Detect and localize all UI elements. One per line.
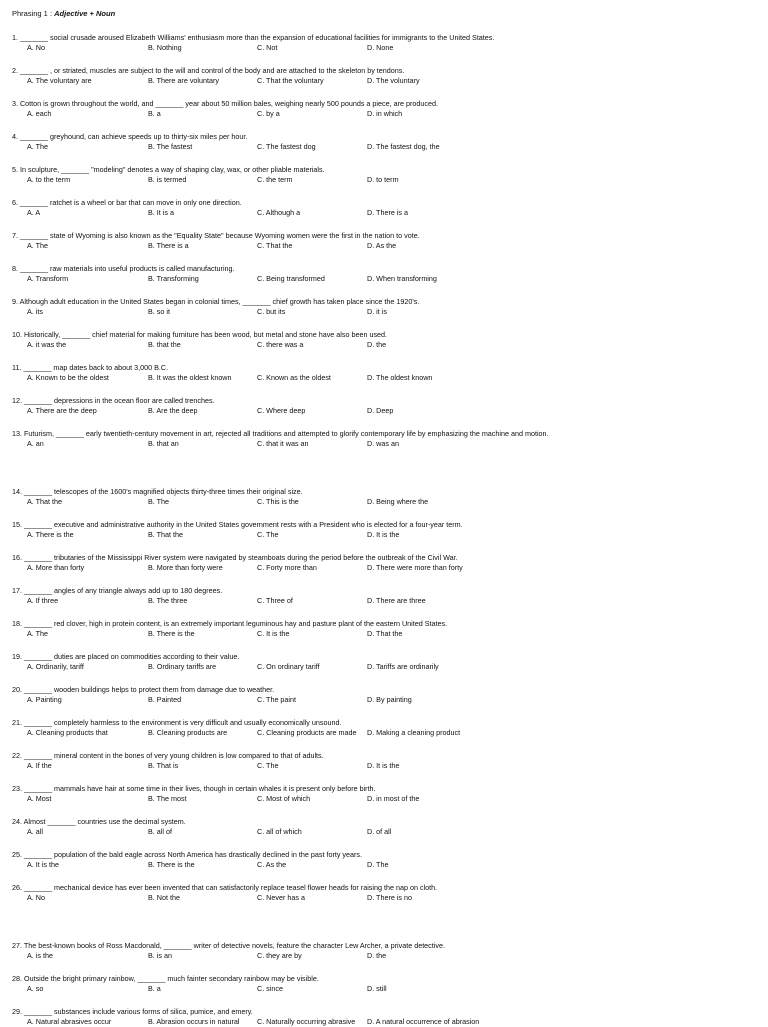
answer-option: D. the [367, 340, 387, 349]
answer-option: A. all [27, 827, 43, 836]
answer-option: B. all of [148, 827, 172, 836]
question-text: 10. Historically, _______ chief material for making furniture has been wood, but metal and stone have also been used. [12, 330, 388, 339]
answer-option: A. No [27, 43, 45, 52]
answer-option: C. Cleaning products are made [257, 728, 357, 737]
answer-option: B. There is the [148, 629, 195, 638]
question-text: 19. _______ duties are placed on commodities according to their value. [12, 652, 240, 661]
answer-option: D. The oldest known [367, 373, 433, 382]
answer-option: B. is termed [148, 175, 187, 184]
answer-option: B. Nothing [148, 43, 182, 52]
answer-option: A. Painting [27, 695, 62, 704]
answer-options [12, 109, 756, 119]
answer-option: A. More than forty [27, 563, 85, 572]
answer-option: B. There is a [148, 241, 189, 250]
answer-option: D. Making a cleaning product [367, 728, 461, 737]
question-text: 15. _______ executive and administrative authority in the United States government rests with a President who is elected for a four-year term. [12, 520, 463, 529]
answer-option: C. The [257, 530, 279, 539]
question-item [12, 99, 756, 119]
question-item [12, 941, 756, 961]
answer-option: A. to the term [27, 175, 71, 184]
question-item [12, 264, 756, 284]
answer-options [12, 373, 756, 383]
answer-option: C. Naturally occurring abrasive [257, 1017, 356, 1026]
answer-option: C. Known as the oldest [257, 373, 331, 382]
answer-option: D. it is [367, 307, 387, 316]
question-text: 23. _______ mammals have hair at some time in their lives, though in certain whales it is present only before birth. [12, 784, 376, 793]
answer-options [12, 596, 756, 606]
question-text: 7. _______ state of Wyoming is also known as the "Equality State" because Wyoming women were the first in the nation to vote. [12, 231, 420, 240]
question-item [12, 363, 756, 383]
answer-option: D. By painting [367, 695, 412, 704]
question-text: 3. Cotton is grown throughout the world, and _______ year about 50 million bales, weighing nearly 500 pounds a piece, are produced. [12, 99, 438, 108]
answer-option: D. There were more than forty [367, 563, 463, 572]
question-item [12, 974, 756, 994]
answer-option: D. of all [367, 827, 392, 836]
answer-option: C. The paint [257, 695, 297, 704]
question-item [12, 66, 756, 86]
question-text: 5. In sculpture, _______ "modeling" denotes a way of shaping clay, wax, or other pliable materials. [12, 165, 325, 174]
question-item [12, 487, 756, 507]
answer-option: D. The fastest dog, the [367, 142, 440, 151]
question-text: 12. _______ depressions in the ocean floor are called trenches. [12, 396, 215, 405]
answer-options [12, 984, 756, 994]
question-text: 17. _______ angles of any triangle always add up to 180 degrees. [12, 586, 223, 595]
question-item [12, 429, 756, 449]
question-item [12, 685, 756, 705]
answer-option: B. Not the [148, 893, 180, 902]
answer-option: C. Three of [257, 596, 293, 605]
answer-options [12, 728, 756, 738]
answer-option: B. The most [148, 794, 187, 803]
answer-option: B. The three [148, 596, 188, 605]
answer-option: C. all of which [257, 827, 302, 836]
answer-option: D. There is a [367, 208, 409, 217]
question-item [12, 330, 756, 350]
answer-option: A. Transform [27, 274, 69, 283]
answer-option: D. It is the [367, 530, 400, 539]
answer-options [12, 695, 756, 705]
question-item [12, 297, 756, 317]
answer-option: D. still [367, 984, 387, 993]
question-text: 2. _______ , or striated, muscles are subject to the will and control of the body and are attached to the skeleton by tendons. [12, 66, 405, 75]
answer-option: D. When transforming [367, 274, 437, 283]
answer-option: B. More than forty were [148, 563, 223, 572]
answer-option: B. is an [148, 951, 172, 960]
answer-option: D. The voluntary [367, 76, 420, 85]
answer-option: D. Tariffs are ordinarily [367, 662, 439, 671]
answer-options [12, 208, 756, 218]
answer-option: C. As the [257, 860, 287, 869]
answer-options [12, 951, 756, 961]
question-text: 20. _______ wooden buildings helps to protect them from damage due to weather. [12, 685, 275, 694]
answer-options [12, 497, 756, 507]
answer-options [12, 439, 756, 449]
question-item [12, 619, 756, 639]
answer-option: A. is the [27, 951, 53, 960]
question-text: 4. _______ greyhound, can achieve speeds up to thirty-six miles per hour. [12, 132, 248, 141]
answer-option: A. Known to be the oldest [27, 373, 109, 382]
question-item [12, 718, 756, 738]
answer-options [12, 307, 756, 317]
answer-option: A. If three [27, 596, 59, 605]
answer-option: D. in which [367, 109, 403, 118]
answer-option: D. to term [367, 175, 399, 184]
answer-option: B. It was the oldest known [148, 373, 232, 382]
answer-options [12, 175, 756, 185]
answer-option: A. so [27, 984, 44, 993]
answer-option: A. each [27, 109, 52, 118]
answer-option: A. an [27, 439, 44, 448]
answer-option: A. There are the deep [27, 406, 97, 415]
title-topic: Adjective + Noun [54, 9, 116, 18]
answer-option: D. That the [367, 629, 403, 638]
question-text: 22. _______ mineral content in the bones of very young children is low compared to that of adults. [12, 751, 324, 760]
answer-option: A. Natural abrasives occur [27, 1017, 112, 1026]
answer-option: A. A [27, 208, 41, 217]
answer-option: C. That the voluntary [257, 76, 324, 85]
answer-option: B. There are voluntary [148, 76, 219, 85]
answer-options [12, 893, 756, 903]
question-item [12, 132, 756, 152]
question-text: 9. Although adult education in the United States began in colonial times, _______ chief growth has taken place since the 1920's. [12, 297, 420, 306]
answer-options [12, 142, 756, 152]
question-item [12, 751, 756, 771]
question-item [12, 586, 756, 606]
answer-option: B. Painted [148, 695, 182, 704]
answer-option: C. Not [257, 43, 278, 52]
answer-option: A. If the [27, 761, 52, 770]
question-item [12, 396, 756, 416]
question-item [12, 652, 756, 672]
question-text: 25. _______ population of the bald eagle across North America has drastically declined in the past forty years. [12, 850, 363, 859]
answer-options [12, 76, 756, 86]
answer-option: C. This is the [257, 497, 299, 506]
answer-option: B. that an [148, 439, 179, 448]
question-text: 6. _______ ratchet is a wheel or bar that can move in only one direction. [12, 198, 242, 207]
answer-options [12, 860, 756, 870]
answer-option: A. The [27, 142, 49, 151]
answer-option: C. that it was an [257, 439, 309, 448]
question-item [12, 784, 756, 804]
answer-option: B. It is a [148, 208, 174, 217]
title-prefix: Phrasing 1 : [12, 9, 55, 18]
question-text: 1. _______ social crusade aroused Elizabeth Williams' enthusiasm more than the expansion of educational facilities for immigrants to the United States. [12, 33, 495, 42]
answer-option: B. The fastest [148, 142, 193, 151]
answer-option: C. Where deep [257, 406, 306, 415]
answer-options [12, 274, 756, 284]
question-item [12, 850, 756, 870]
answer-option: C. Although a [257, 208, 301, 217]
question-text: 14. _______ telescopes of the 1600's magnified objects thirty-three times their original size. [12, 487, 303, 496]
answer-options [12, 827, 756, 837]
answer-option: C. Forty more than [257, 563, 317, 572]
question-text: 11. _______ map dates back to about 3,000 B.C. [12, 363, 169, 372]
answer-option: A. The voluntary are [27, 76, 92, 85]
answer-options [12, 629, 756, 639]
question-item [12, 1007, 756, 1027]
answer-option: A. it was the [27, 340, 67, 349]
answer-options [12, 1017, 756, 1027]
question-item [12, 883, 756, 903]
page-title [12, 9, 115, 19]
question-item [12, 553, 756, 573]
answer-options [12, 340, 756, 350]
question-item [12, 231, 756, 251]
answer-option: B. Transforming [148, 274, 199, 283]
answer-options [12, 794, 756, 804]
answer-option: C. by a [257, 109, 280, 118]
question-item [12, 198, 756, 218]
question-item [12, 165, 756, 185]
answer-option: B. Ordinary tariffs are [148, 662, 217, 671]
answer-option: B. There is the [148, 860, 195, 869]
question-text: 13. Futurism, _______ early twentieth-century movement in art, rejected all traditions and attempted to glorify contemporary life by emphasizing the machine and motion. [12, 429, 549, 438]
answer-option: A. No [27, 893, 45, 902]
answer-option: A. It is the [27, 860, 59, 869]
answer-option: B. a [148, 109, 161, 118]
question-text: 24. Almost _______ countries use the decimal system. [12, 817, 186, 826]
answer-option: C. On ordinary tariff [257, 662, 320, 671]
answer-option: A. The [27, 241, 49, 250]
answer-option: D. the [367, 951, 387, 960]
answer-option: D. in most of the [367, 794, 420, 803]
answer-option: B. That is [148, 761, 179, 770]
answer-options [12, 530, 756, 540]
answer-options [12, 241, 756, 251]
answer-option: D. was an [367, 439, 399, 448]
answer-option: D. The [367, 860, 389, 869]
answer-option: A. The [27, 629, 49, 638]
answer-option: B. Cleaning products are [148, 728, 228, 737]
question-text: 8. _______ raw materials into useful products is called manufacturing. [12, 264, 235, 273]
question-text: 26. _______ mechanical device has ever been invented that can satisfactorily replace teasel flower heads for raising the nap on cloth. [12, 883, 438, 892]
answer-option: C. The fastest dog [257, 142, 316, 151]
question-item [12, 817, 756, 837]
answer-options [12, 563, 756, 573]
answer-option: B. that the [148, 340, 181, 349]
question-text: 16. _______ tributaries of the Mississippi River system were navigated by steamboats during the period before the outbreak of the Civil War. [12, 553, 458, 562]
answer-option: A. There is the [27, 530, 74, 539]
answer-option: B. so it [148, 307, 170, 316]
answer-option: C. Most of which [257, 794, 311, 803]
answer-option: D. There are three [367, 596, 426, 605]
question-text: 27. The best-known books of Ross Macdonald, _______ writer of detective novels, feature the character Lew Archer, a private detective. [12, 941, 445, 950]
answer-options [12, 662, 756, 672]
answer-option: B. The [148, 497, 170, 506]
answer-options [12, 43, 756, 53]
answer-options [12, 761, 756, 771]
answer-option: A. Cleaning products that [27, 728, 108, 737]
answer-option: C. but its [257, 307, 286, 316]
answer-option: A. That the [27, 497, 63, 506]
answer-option: C. the term [257, 175, 293, 184]
answer-option: B. a [148, 984, 161, 993]
answer-option: C. Never has a [257, 893, 305, 902]
answer-option: B. That the [148, 530, 184, 539]
answer-option: C. there was a [257, 340, 304, 349]
question-text: 29. _______ substances include various forms of silica, pumice, and emery. [12, 1007, 253, 1016]
answer-option: D. As the [367, 241, 397, 250]
question-item [12, 33, 756, 53]
answer-option: B. Are the deep [148, 406, 198, 415]
question-text: 28. Outside the bright primary rainbow, _______ much fainter secondary rainbow may be visible. [12, 974, 319, 983]
answer-option: D. A natural occurrence of abrasion [367, 1017, 480, 1026]
answer-option: A. Most [27, 794, 52, 803]
answer-option: D. Deep [367, 406, 394, 415]
question-text: 18. _______ red clover, high in protein content, is an extremely important leguminous hay and pasture plant of the eastern United States. [12, 619, 448, 628]
question-item [12, 520, 756, 540]
answer-option: D. It is the [367, 761, 400, 770]
answer-option: B. Abrasion occurs in natural [148, 1017, 240, 1026]
answer-option: D. There is no [367, 893, 413, 902]
answer-option: A. its [27, 307, 43, 316]
answer-option: C. Being transformed [257, 274, 325, 283]
question-text: 21. _______ completely harmless to the environment is very difficult and usually economically unsound. [12, 718, 342, 727]
answer-options [12, 406, 756, 416]
answer-option: A. Ordinarily, tariff [27, 662, 84, 671]
answer-option: C. they are by [257, 951, 302, 960]
answer-option: D. Being where the [367, 497, 429, 506]
answer-option: C. The [257, 761, 279, 770]
answer-option: C. since [257, 984, 283, 993]
answer-option: C. That the [257, 241, 293, 250]
answer-option: D. None [367, 43, 394, 52]
answer-option: C. It is the [257, 629, 290, 638]
